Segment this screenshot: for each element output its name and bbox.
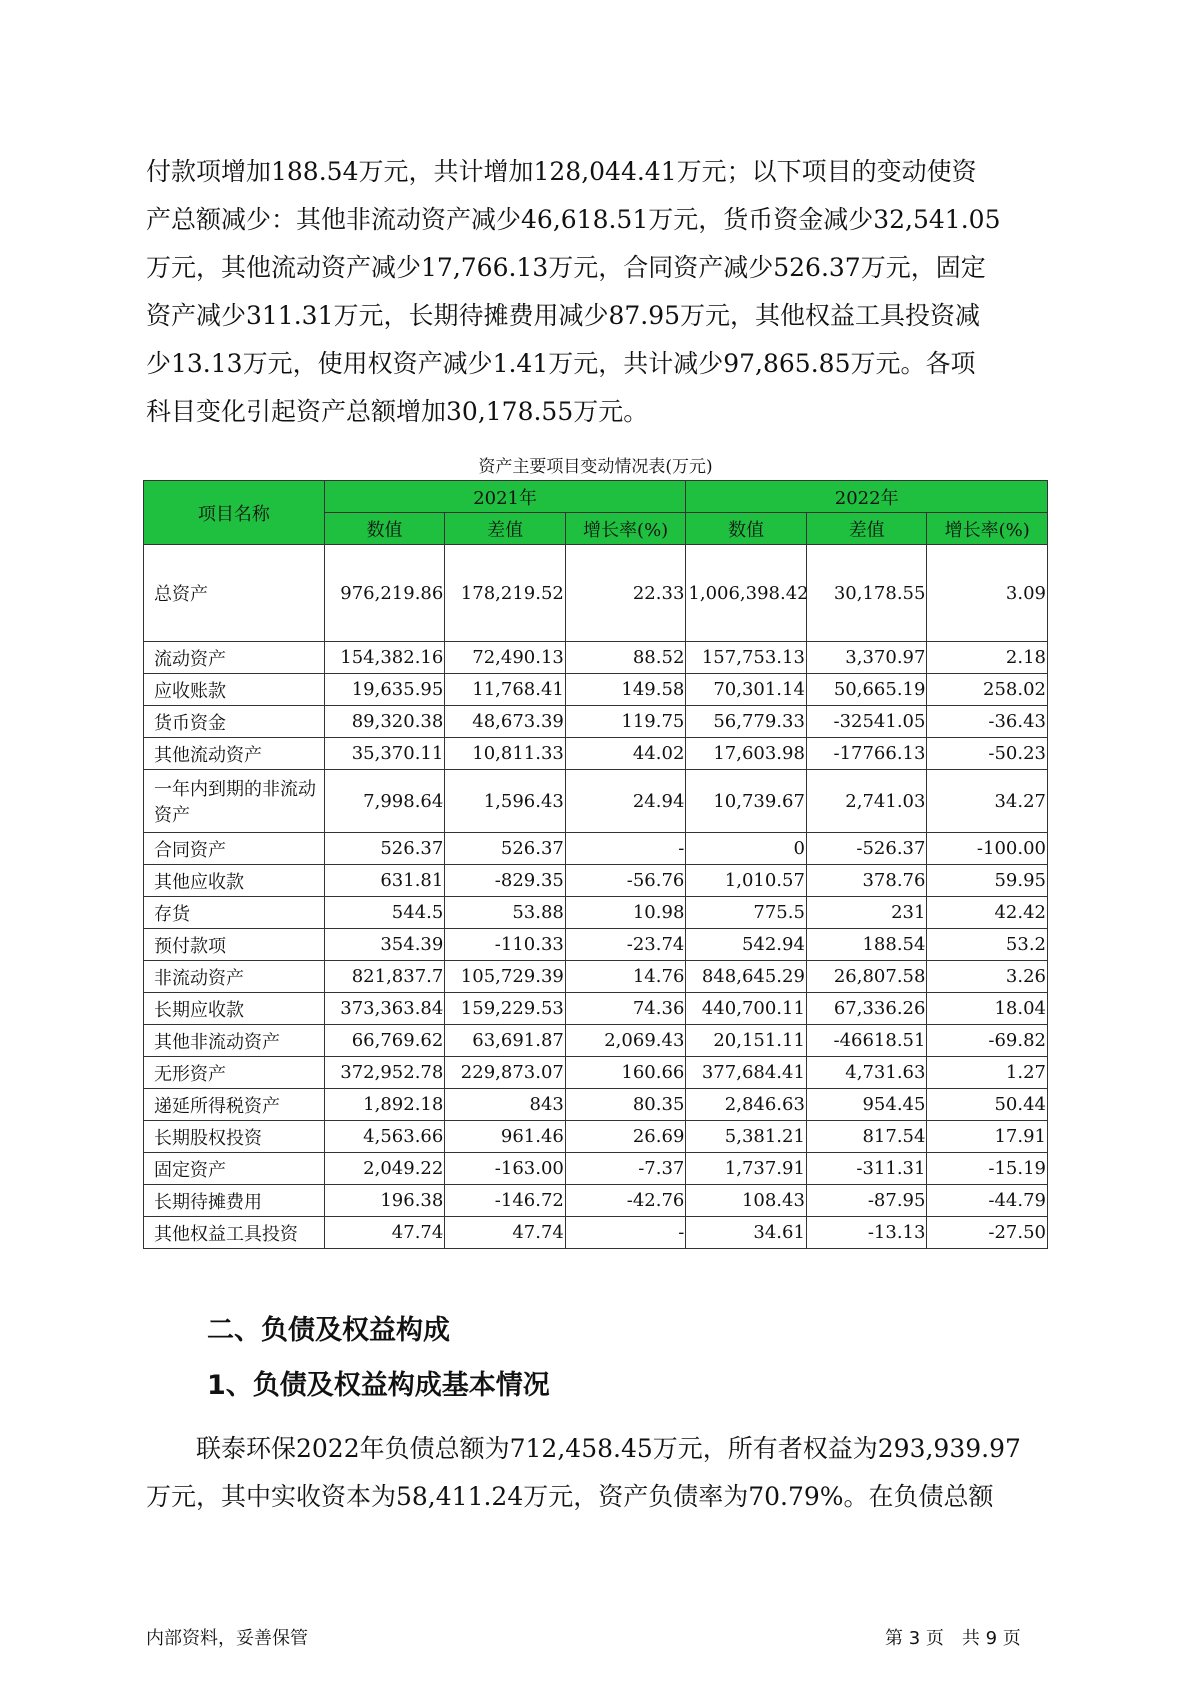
- table-cell: 7,998.64: [324, 770, 445, 833]
- table-cell: 35,370.11: [324, 738, 445, 770]
- table-cell: -15.19: [927, 1153, 1048, 1185]
- table-cell: 178,219.52: [445, 545, 566, 642]
- table-cell: 74.36: [565, 993, 686, 1025]
- row-item-name: 固定资产: [144, 1153, 325, 1185]
- table-cell: -56.76: [565, 865, 686, 897]
- row-item-name: 无形资产: [144, 1057, 325, 1089]
- table-cell: 378.76: [806, 865, 927, 897]
- table-cell: 26.69: [565, 1121, 686, 1153]
- table-cell: -32541.05: [806, 706, 927, 738]
- table-cell: 775.5: [686, 897, 807, 929]
- paragraph-line: 万元，其他流动资产减少17,766.13万元，合同资产减少526.37万元，固定: [146, 253, 986, 282]
- header-year-2022: 2022年: [686, 481, 1048, 513]
- table-row: [144, 1185, 1048, 1217]
- table-cell: -526.37: [806, 833, 927, 865]
- table-row: [144, 1153, 1048, 1185]
- table-cell: 848,645.29: [686, 961, 807, 993]
- table-cell: -87.95: [806, 1185, 927, 1217]
- table-cell: 88.52: [565, 642, 686, 674]
- table-cell: 11,768.41: [445, 674, 566, 706]
- intro-paragraph: [146, 148, 1051, 436]
- table-cell: 34.27: [927, 770, 1048, 833]
- row-item-name: 应收账款: [144, 674, 325, 706]
- table-cell: 258.02: [927, 674, 1048, 706]
- footer-confidential-note: 内部资料，妥善保管: [146, 1628, 308, 1649]
- table-cell: -: [565, 833, 686, 865]
- table-row: [144, 1089, 1048, 1121]
- table-row: [144, 1217, 1048, 1249]
- table-cell: -311.31: [806, 1153, 927, 1185]
- table-cell: 542.94: [686, 929, 807, 961]
- table-cell: 20,151.11: [686, 1025, 807, 1057]
- table-cell: 526.37: [445, 833, 566, 865]
- table-cell: 1,010.57: [686, 865, 807, 897]
- header-difference: 差值: [445, 513, 566, 545]
- row-item-name: 长期股权投资: [144, 1121, 325, 1153]
- table-cell: 3,370.97: [806, 642, 927, 674]
- table-cell: -69.82: [927, 1025, 1048, 1057]
- row-item-name: 总资产: [144, 545, 325, 642]
- header-value: 数值: [686, 513, 807, 545]
- table-row: [144, 1057, 1048, 1089]
- table-cell: 10.98: [565, 897, 686, 929]
- table-caption: 资产主要项目变动情况表(万元): [478, 457, 713, 477]
- table-cell: 961.46: [445, 1121, 566, 1153]
- table-cell: 105,729.39: [445, 961, 566, 993]
- table-cell: 89,320.38: [324, 706, 445, 738]
- table-cell: 1,892.18: [324, 1089, 445, 1121]
- table-row: [144, 993, 1048, 1025]
- table-cell: 1,737.91: [686, 1153, 807, 1185]
- table-cell: 42.42: [927, 897, 1048, 929]
- table-cell: 59.95: [927, 865, 1048, 897]
- row-item-name: 非流动资产: [144, 961, 325, 993]
- table-cell: 154,382.16: [324, 642, 445, 674]
- table-cell: 66,769.62: [324, 1025, 445, 1057]
- table-cell: 2,741.03: [806, 770, 927, 833]
- table-cell: -163.00: [445, 1153, 566, 1185]
- table-cell: -13.13: [806, 1217, 927, 1249]
- table-row: [144, 1025, 1048, 1057]
- table-cell: 53.2: [927, 929, 1048, 961]
- table-cell: 2.18: [927, 642, 1048, 674]
- page-number: 第 3 页 共 9 页: [885, 1628, 1021, 1649]
- table-cell: 373,363.84: [324, 993, 445, 1025]
- table-cell: 372,952.78: [324, 1057, 445, 1089]
- header-difference: 差值: [806, 513, 927, 545]
- row-item-name: 递延所得税资产: [144, 1089, 325, 1121]
- table-cell: 17.91: [927, 1121, 1048, 1153]
- row-item-name: 其他非流动资产: [144, 1025, 325, 1057]
- table-cell: 56,779.33: [686, 706, 807, 738]
- table-cell: 80.35: [565, 1089, 686, 1121]
- table-row: [144, 642, 1048, 674]
- table-cell: 4,731.63: [806, 1057, 927, 1089]
- table-cell: 1,596.43: [445, 770, 566, 833]
- table-row: [144, 833, 1048, 865]
- paragraph-line: 万元，其中实收资本为58,411.24万元，资产负债率为70.79%。在负债总额: [146, 1482, 994, 1511]
- table-row: [144, 961, 1048, 993]
- table-cell: -23.74: [565, 929, 686, 961]
- table-cell: -44.79: [927, 1185, 1048, 1217]
- table-cell: 67,336.26: [806, 993, 927, 1025]
- table-cell: 10,739.67: [686, 770, 807, 833]
- table-cell: 377,684.41: [686, 1057, 807, 1089]
- table-cell: 843: [445, 1089, 566, 1121]
- table-cell: 24.94: [565, 770, 686, 833]
- table-cell: 44.02: [565, 738, 686, 770]
- table-cell: 2,069.43: [565, 1025, 686, 1057]
- row-item-name: 长期应收款: [144, 993, 325, 1025]
- table-cell: 34.61: [686, 1217, 807, 1249]
- row-item-name: 货币资金: [144, 706, 325, 738]
- table-cell: 1,006,398.42: [686, 545, 807, 642]
- table-cell: -46618.51: [806, 1025, 927, 1057]
- row-item-name: 其他流动资产: [144, 738, 325, 770]
- row-item-name: 预付款项: [144, 929, 325, 961]
- table-cell: 50,665.19: [806, 674, 927, 706]
- table-cell: -7.37: [565, 1153, 686, 1185]
- table-row: [144, 674, 1048, 706]
- table-cell: 3.09: [927, 545, 1048, 642]
- table-row: [144, 545, 1048, 642]
- header-item-name: 项目名称: [144, 481, 325, 545]
- paragraph-line: 少13.13万元，使用权资产减少1.41万元，共计减少97,865.85万元。各项: [146, 349, 976, 378]
- table-cell: -829.35: [445, 865, 566, 897]
- header-value: 数值: [324, 513, 445, 545]
- paragraph-line: 联泰环保2022年负债总额为712,458.45万元，所有者权益为293,939.97: [146, 1434, 1021, 1463]
- row-item-name: 其他权益工具投资: [144, 1217, 325, 1249]
- paragraph-line: 产总额减少：其他非流动资产减少46,618.51万元，货币资金减少32,541.05: [146, 205, 1001, 234]
- table-cell: 14.76: [565, 961, 686, 993]
- table-cell: 544.5: [324, 897, 445, 929]
- table-cell: 160.66: [565, 1057, 686, 1089]
- table-cell: -146.72: [445, 1185, 566, 1217]
- table-cell: 631.81: [324, 865, 445, 897]
- table-cell: 354.39: [324, 929, 445, 961]
- row-item-name: 合同资产: [144, 833, 325, 865]
- table-cell: 817.54: [806, 1121, 927, 1153]
- row-item-name: 长期待摊费用: [144, 1185, 325, 1217]
- table-row: [144, 1121, 1048, 1153]
- row-item-name: 其他应收款: [144, 865, 325, 897]
- table-cell: 157,753.13: [686, 642, 807, 674]
- table-cell: -27.50: [927, 1217, 1048, 1249]
- table-cell: 10,811.33: [445, 738, 566, 770]
- table-row: [144, 770, 1048, 833]
- table-cell: 5,381.21: [686, 1121, 807, 1153]
- table-row: [144, 929, 1048, 961]
- table-cell: 72,490.13: [445, 642, 566, 674]
- table-cell: 47.74: [445, 1217, 566, 1249]
- header-growth-rate: 增长率(%): [565, 513, 686, 545]
- row-item-name: 存货: [144, 897, 325, 929]
- table-cell: 526.37: [324, 833, 445, 865]
- header-year-2021: 2021年: [324, 481, 686, 513]
- table-cell: 53.88: [445, 897, 566, 929]
- table-cell: 108.43: [686, 1185, 807, 1217]
- table-cell: 188.54: [806, 929, 927, 961]
- table-row: [144, 738, 1048, 770]
- table-row: [144, 897, 1048, 929]
- header-growth-rate: 增长率(%): [927, 513, 1048, 545]
- table-cell: 196.38: [324, 1185, 445, 1217]
- table-cell: 821,837.7: [324, 961, 445, 993]
- table-cell: 19,635.95: [324, 674, 445, 706]
- table-cell: 26,807.58: [806, 961, 927, 993]
- table-body: [144, 545, 1048, 1249]
- table-cell: -42.76: [565, 1185, 686, 1217]
- table-cell: 48,673.39: [445, 706, 566, 738]
- table-cell: -100.00: [927, 833, 1048, 865]
- row-item-name: 流动资产: [144, 642, 325, 674]
- table-row: [144, 865, 1048, 897]
- table-cell: 149.58: [565, 674, 686, 706]
- table-cell: -: [565, 1217, 686, 1249]
- table-cell: 3.26: [927, 961, 1048, 993]
- liabilities-paragraph: [146, 1425, 1051, 1521]
- table-cell: 0: [686, 833, 807, 865]
- table-cell: 30,178.55: [806, 545, 927, 642]
- table-cell: -110.33: [445, 929, 566, 961]
- table-cell: 22.33: [565, 545, 686, 642]
- table-cell: 440,700.11: [686, 993, 807, 1025]
- table-cell: 954.45: [806, 1089, 927, 1121]
- table-cell: 229,873.07: [445, 1057, 566, 1089]
- subsection-heading: 1、负债及权益构成基本情况: [207, 1370, 550, 1401]
- table-cell: 70,301.14: [686, 674, 807, 706]
- paragraph-line: 资产减少311.31万元，长期待摊费用减少87.95万元，其他权益工具投资减: [146, 301, 981, 330]
- table-cell: 1.27: [927, 1057, 1048, 1089]
- table-cell: 63,691.87: [445, 1025, 566, 1057]
- table-cell: 18.04: [927, 993, 1048, 1025]
- table-cell: 4,563.66: [324, 1121, 445, 1153]
- table-cell: 2,049.22: [324, 1153, 445, 1185]
- paragraph-line: 科目变化引起资产总额增加30,178.55万元。: [146, 397, 649, 426]
- table-cell: 976,219.86: [324, 545, 445, 642]
- table-cell: -17766.13: [806, 738, 927, 770]
- table-cell: 50.44: [927, 1089, 1048, 1121]
- table-cell: -36.43: [927, 706, 1048, 738]
- section-heading: 二、负债及权益构成: [207, 1315, 450, 1346]
- table-cell: 119.75: [565, 706, 686, 738]
- row-item-name: 一年内到期的非流动资产: [144, 770, 325, 833]
- table-cell: -50.23: [927, 738, 1048, 770]
- table-row: [144, 706, 1048, 738]
- table-cell: 231: [806, 897, 927, 929]
- asset-change-table: [143, 480, 1048, 1249]
- paragraph-line: 付款项增加188.54万元，共计增加128,044.41万元；以下项目的变动使资: [146, 157, 977, 186]
- table-cell: 47.74: [324, 1217, 445, 1249]
- table-cell: 159,229.53: [445, 993, 566, 1025]
- table-cell: 2,846.63: [686, 1089, 807, 1121]
- table-cell: 17,603.98: [686, 738, 807, 770]
